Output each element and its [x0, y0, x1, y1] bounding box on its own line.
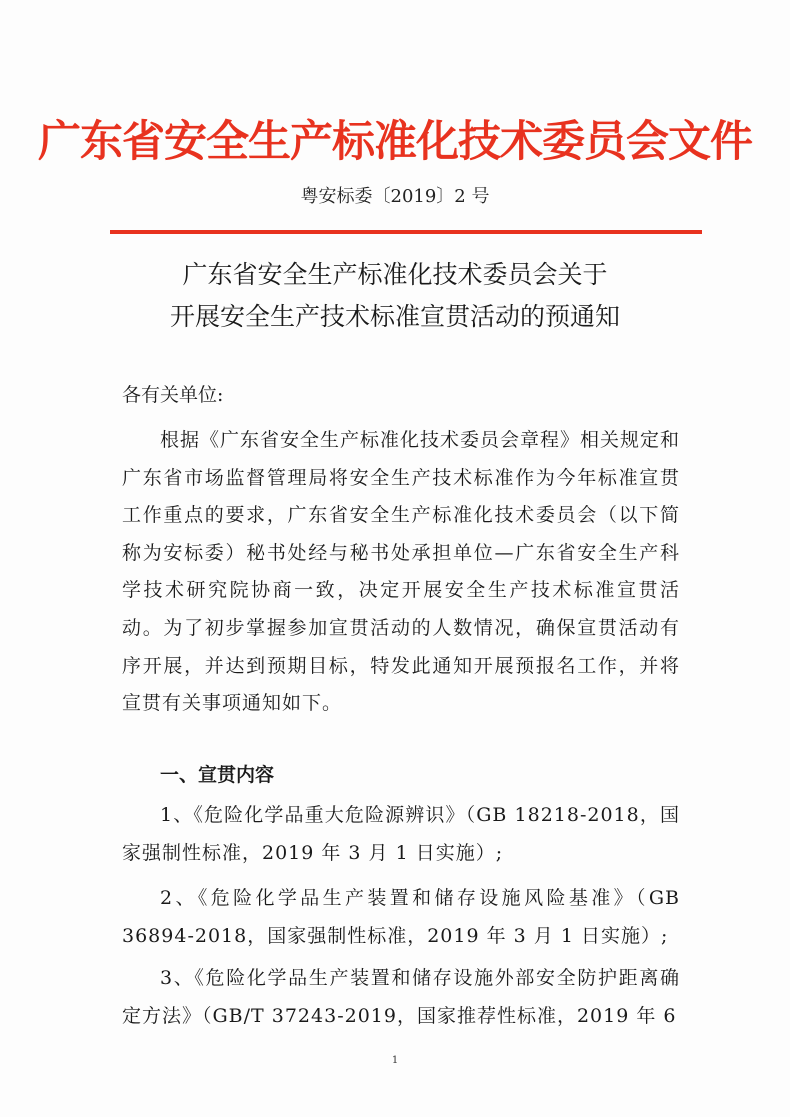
document-title-line-1: 广东省安全生产标准化技术委员会关于	[182, 260, 608, 289]
standard-item-1: 1、《危险化学品重大危险源辨识》（GB 18218-2018，国家强制性标准，2019 年 3 月 1 日实施）;	[122, 804, 680, 864]
document-title-line-2: 开展安全生产技术标准宣贯活动的预通知	[169, 302, 620, 331]
red-separator-line	[110, 230, 702, 234]
standard-item-2: 2、《危险化学品生产装置和储存设施风险基准》（GB 36894-2018，国家强制性标准，2019 年 3 月 1 日实施）;	[122, 887, 680, 947]
section-heading-1: 一、宣贯内容	[160, 764, 275, 786]
document-title	[0, 254, 790, 338]
intro-paragraph: 根据《广东省安全生产标准化技术委员会章程》相关规定和广东省市场监督管理局将安全生产技术标准作为今年标准宣贯工作重点的要求，广东省安全生产标准化技术委员会（以下简称为安标委）秘书处经与秘书处承担单位—广东省安全生产科学技术研究院协商一致，决定开展安全生产技术标准宣贯活动。为了初步掌握参加宣贯活动的人数情况，确保宣贯活动有序开展，并达到预期目标，特发此通知开展预报名工作，并将宣贯有关事项通知如下。	[122, 429, 681, 715]
page-number: 1	[391, 1055, 399, 1066]
salutation: 各有关单位:	[122, 384, 224, 406]
issuing-organization-title: 广东省安全生产标准化技术委员会文件	[38, 117, 752, 167]
standard-item-3: 3、《危险化学品生产装置和储存设施外部安全防护距离确定方法》（GB/T 37243-2019，国家推荐性标准，2019 年 6	[122, 967, 680, 1027]
document-number: 粤安标委〔2019〕2 号	[300, 186, 490, 207]
